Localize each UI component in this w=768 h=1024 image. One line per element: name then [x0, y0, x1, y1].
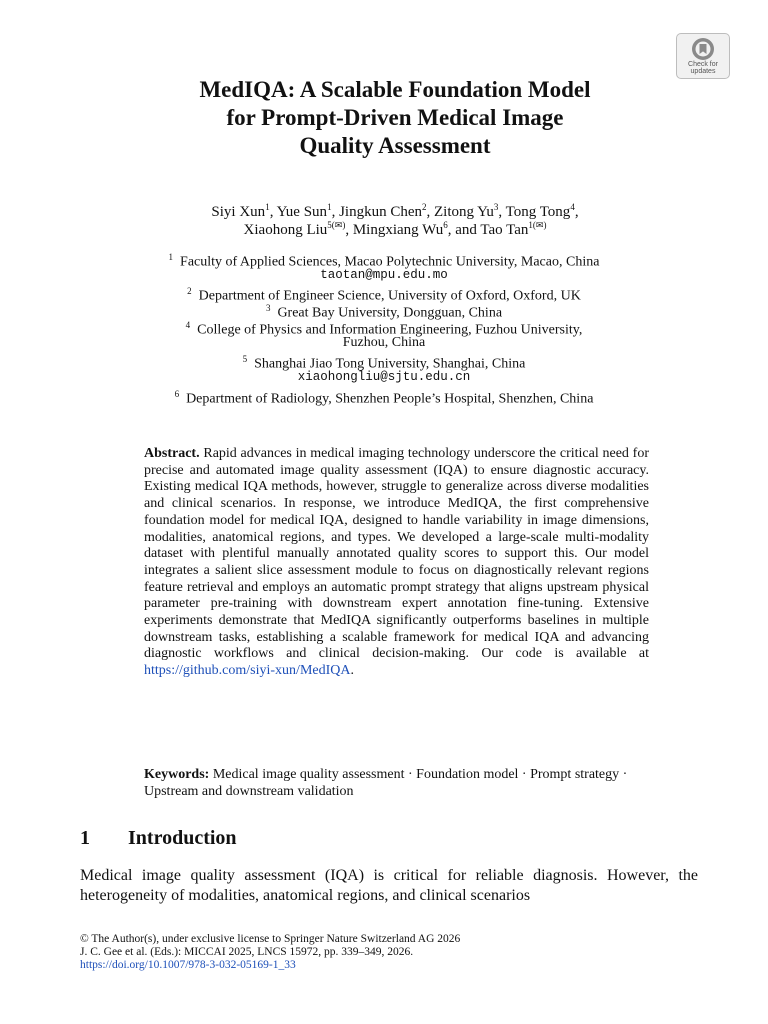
affiliation-6	[0, 386, 768, 408]
affiliation-text: Great Bay University, Dongguan, China	[277, 305, 503, 321]
keywords-label: Keywords:	[144, 767, 210, 782]
author-name: Jingkun Chen	[339, 204, 422, 220]
keywords-text: Medical image quality assessment · Foundation model · Prompt strategy · Upstream and downstream validation	[144, 767, 628, 799]
abstract-end: .	[350, 663, 354, 679]
author-and: and	[455, 222, 477, 238]
affiliation-email-1[interactable]: taotan@mpu.edu.mo	[320, 268, 448, 282]
affiliation-number: 5	[242, 354, 248, 364]
author-affil: 1	[265, 202, 270, 212]
check-for-updates-badge[interactable]	[676, 33, 730, 79]
code-link[interactable]: https://github.com/siyi-xun/MedIQA	[144, 663, 351, 679]
affiliation-number: 3	[265, 303, 271, 313]
author-name: Yue Sun	[276, 204, 328, 220]
affiliation-text: Department of Radiology, Shenzhen People’s Hospital, Shenzhen, China	[186, 391, 594, 407]
affiliation-email-5[interactable]: xiaohongliu@sjtu.edu.cn	[297, 370, 471, 384]
abstract-body: Rapid advances in medical imaging technology underscore the critical need for precise and automated image quality assessment (IQA) to ensure diagnostic accuracy. Existing medical IQA methods, however, struggle to generalize across diverse modalities and clinical scenarios. In response, we introduce MedIQA, the first comprehensive foundation model for medical IQA, designed to handle variability in image dimensions, modalities, anatomical regions, and types. We developed a large-scale multi-modality dataset with plentiful manually annotated quality scores to support this. Our model integrates a salient slice assessment module to focus on diagnostically relevant regions feature retrieval and employs an automatic prompt strategy that aligns upstream physical parameter pre-training with downstream expert annotation fine-tuning. Extensive experiments demonstrate that MedIQA significantly outperforms baselines in multiple downstream tasks, establishing a scalable framework for medical IQA and advancing diagnostic workflows and clinical decision-making. Our code is available at	[144, 446, 649, 662]
author-affil: 4	[570, 202, 575, 212]
affiliation-text: College of Physics and Information Engineering, Fuzhou University,	[197, 322, 583, 338]
author-line-1: Siyi Xun$^1$, Yue Sun$^1$, Jingkun Chen$^2$, Zitong Yu$^3$, Tong Tong$^4$,	[211, 202, 579, 220]
author-line-2: Xiaohong Liu$^{5(✉)}$, Mingxiang Wu$^6$, and Tao Tan$^{1(✉)}$	[243, 220, 547, 238]
keywords	[144, 766, 649, 800]
paper-title-line-1: MedIQA: A Scalable Foundation Model	[199, 77, 591, 102]
copyright-line: © The Author(s), under exclusive license to Springer Nature Switzerland AG 2026	[80, 933, 461, 945]
author-affil: 6	[443, 220, 448, 230]
author-affil: 3	[493, 202, 499, 212]
section-number: 1	[80, 827, 90, 849]
badge-line-2: updates	[690, 68, 716, 75]
affiliation-number: 1	[168, 252, 174, 262]
affiliation-number: 4	[185, 320, 191, 330]
section-body: Medical image quality assessment (IQA) is critical for reliable diagnosis. However, the heterogeneity of modalities, anatomical regions, and clinical scenarios	[80, 867, 698, 904]
affiliation-text: Department of Engineer Science, University of Oxford, Oxford, UK	[198, 288, 581, 304]
affiliation-4-cont: Fuzhou, China	[342, 335, 426, 350]
author-name: Siyi Xun	[211, 204, 266, 220]
author-name: Xiaohong Liu	[243, 222, 328, 238]
section-heading	[80, 827, 237, 850]
author-affil: 1(✉)	[528, 220, 547, 230]
affiliation-number: 6	[174, 389, 180, 399]
citation-line: J. C. Gee et al. (Eds.): MICCAI 2025, LNCS 15972, pp. 339–349, 2026.	[80, 946, 414, 958]
bookmark-icon	[691, 37, 715, 61]
affiliation-number: 2	[187, 286, 192, 296]
footer	[80, 933, 680, 972]
section-title: Introduction	[128, 827, 237, 849]
affiliation-text: Shanghai Jiao Tong University, Shanghai, China	[254, 356, 526, 372]
author-name: Tong Tong	[505, 204, 571, 220]
badge-line-1: Check for	[688, 61, 718, 68]
abstract-label: Abstract.	[144, 446, 200, 461]
author-name: Mingxiang Wu	[352, 222, 444, 238]
author-affil: 5(✉)	[327, 220, 346, 230]
abstract	[144, 446, 649, 680]
paper-title-line-3: Quality Assessment	[299, 133, 491, 158]
author-name: Tao Tan	[480, 222, 529, 238]
author-affil: 2	[421, 202, 427, 212]
doi-link[interactable]: https://doi.org/10.1007/978-3-032-05169-1_33	[80, 959, 296, 971]
author-name: Zitong Yu	[433, 204, 494, 220]
affiliation-text: Faculty of Applied Sciences, Macao Polytechnic University, Macao, China	[180, 254, 600, 270]
paper-title-line-2: for Prompt-Driven Medical Image	[226, 105, 564, 130]
author-affil: 1	[327, 202, 332, 212]
